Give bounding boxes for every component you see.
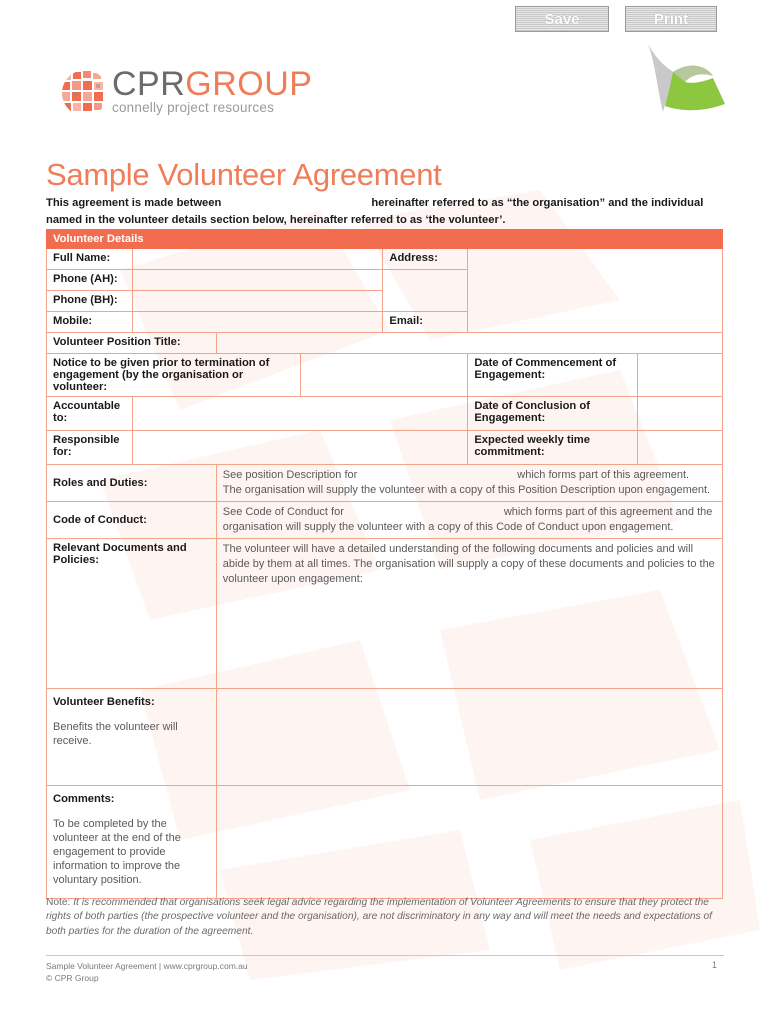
footer-divider	[46, 955, 724, 956]
address-label: Address:	[383, 249, 468, 270]
full-name-label: Full Name:	[47, 249, 133, 270]
responsible-label: Responsible for:	[47, 431, 133, 465]
conduct-text-part1: See Code of Conduct for	[222, 506, 344, 518]
docs-label: Relevant Documents and Policies:	[47, 539, 217, 689]
page-number: 1	[712, 960, 718, 970]
full-name-field[interactable]	[132, 249, 382, 270]
save-button[interactable]: Save	[515, 6, 609, 32]
mobile-label: Mobile:	[47, 312, 133, 333]
weekly-time-label: Expected weekly time commitment:	[468, 431, 638, 465]
responsible-field[interactable]	[132, 431, 467, 465]
accountable-label: Accountable to:	[47, 397, 133, 431]
position-title-label: Volunteer Position Title:	[47, 333, 217, 354]
swoosh-logo-icon	[643, 42, 729, 122]
address-label-spacer	[383, 270, 468, 312]
brand-tagline: connelly project resources	[112, 100, 275, 115]
phone-bh-label: Phone (BH):	[47, 291, 133, 312]
phone-ah-field[interactable]	[132, 270, 382, 291]
comments-text: To be completed by the volunteer at the end of the engagement to provide information to improve the voluntary position.	[53, 818, 181, 886]
commencement-label: Date of Commencement of Engagement:	[468, 354, 638, 397]
benefits-text: Benefits the volunteer will receive.	[53, 721, 178, 747]
docs-description[interactable]: The volunteer will have a detailed understanding of the following documents and policies and will abide by them at all times. The organisation will supply a copy of these documents and policies to the volunteer upon engagement:	[216, 539, 722, 689]
phone-ah-label: Phone (AH):	[47, 270, 133, 291]
conduct-description[interactable]	[216, 502, 722, 539]
phone-bh-field[interactable]	[132, 291, 382, 312]
commencement-field[interactable]	[638, 354, 723, 397]
roles-description[interactable]	[216, 465, 722, 502]
comments-cell	[47, 786, 217, 899]
benefits-field[interactable]	[216, 689, 722, 786]
footer-line1: Sample Volunteer Agreement | www.cprgroup.com.au	[46, 961, 248, 971]
section-header: Volunteer Details	[47, 230, 723, 249]
weekly-time-field[interactable]	[638, 431, 723, 465]
address-field[interactable]	[468, 249, 723, 333]
benefits-label: Volunteer Benefits:	[53, 696, 155, 708]
conduct-text-part2: which forms part of this agreement and the organisation will supply the volunteer with a copy of this Code of Conduct upon engagement.	[222, 506, 713, 533]
intro-text-part1: This agreement is made between	[46, 197, 222, 209]
footer-line2: © CPR Group	[46, 973, 99, 983]
mobile-field[interactable]	[132, 312, 382, 333]
comments-field[interactable]	[216, 786, 722, 899]
roles-text-part1: See position Description for	[222, 469, 358, 481]
position-title-field[interactable]	[216, 333, 722, 354]
conclusion-field[interactable]	[638, 397, 723, 431]
comments-label: Comments:	[53, 793, 115, 805]
roles-label: Roles and Duties:	[47, 465, 217, 502]
conduct-label: Code of Conduct:	[47, 502, 217, 539]
cpr-globe-logo-icon	[60, 68, 110, 118]
intro-paragraph	[46, 195, 726, 228]
notice-label: Notice to be given prior to termination of engagement (by the organisation or volunteer:	[47, 354, 301, 397]
roles-text-part2: which forms part of this agreement.	[517, 469, 690, 481]
accountable-field[interactable]	[132, 397, 467, 431]
volunteer-details-table	[46, 229, 723, 899]
note-text: It is recommended that organisations seek legal advice regarding the implementation of Volunteer Agreements to ensure that they protect the rights of both parties (the prospective volunteer and the organisation), are not discriminatory in any way and will meet the needs and expectations of both parties for the duration of the agreement.	[46, 897, 712, 937]
print-button[interactable]: Print	[625, 6, 717, 32]
intro-text-part2: hereinafter referred to as “the organisation” and the individual named in the volunteer details section below, hereinafter referred to as ‘the volunteer’.	[46, 197, 704, 226]
legal-note	[46, 896, 724, 939]
roles-text-part3: The organisation will supply the volunteer with a copy of this Position Description upon engagement.	[222, 484, 711, 496]
email-label: Email:	[383, 312, 468, 333]
page-title: Sample Volunteer Agreement	[46, 156, 442, 192]
brand-name-part1: CPR	[112, 65, 186, 103]
notice-field[interactable]	[300, 354, 468, 397]
benefits-cell	[47, 689, 217, 786]
brand-wordmark	[112, 64, 312, 115]
brand-name-part2: GROUP	[185, 65, 313, 103]
conclusion-label: Date of Conclusion of Engagement:	[468, 397, 638, 431]
note-prefix: Note:	[46, 897, 71, 908]
footer	[46, 960, 248, 984]
